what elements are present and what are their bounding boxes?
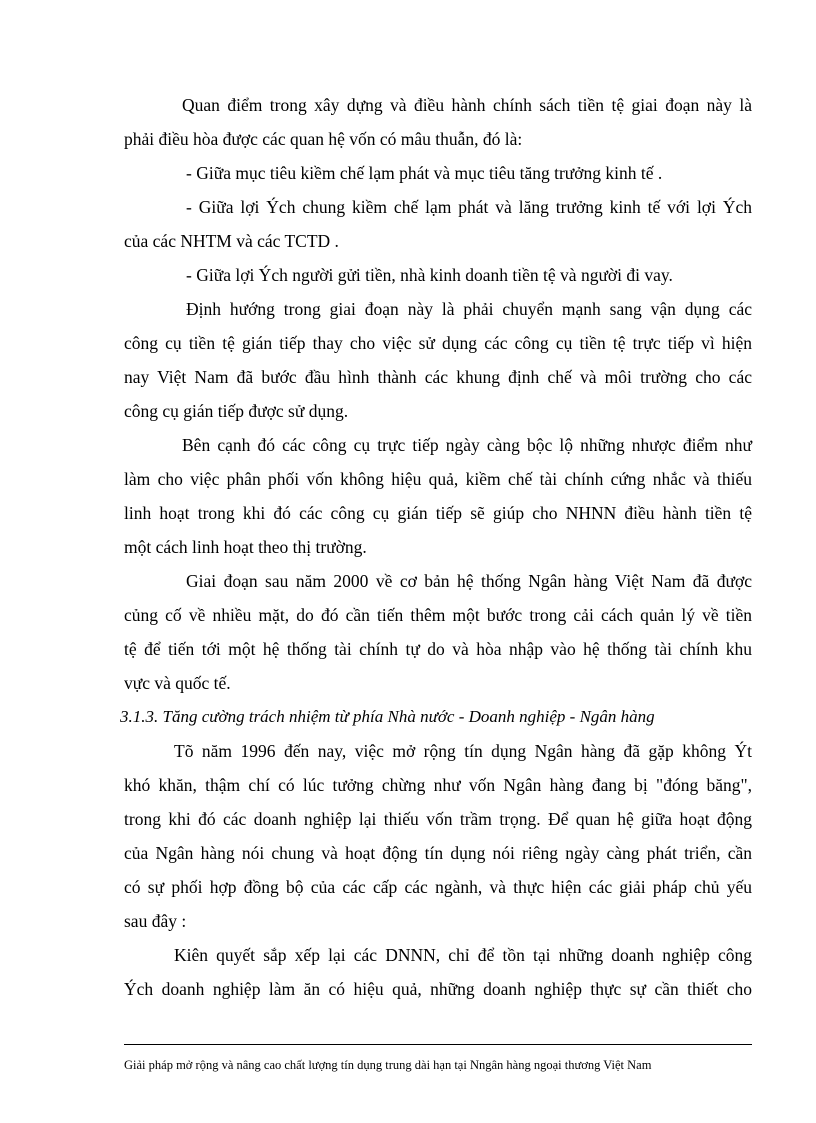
paragraph-line: của các NHTM và các TCTD . [124,231,339,251]
paragraph-line: sau đây : [124,911,187,931]
footer-divider [124,1044,752,1045]
paragraph-line: của Ngân hàng nói chung và hoạt động tín dụng nói riêng ngày càng phát triển, cần [124,843,752,863]
paragraph-line: công cụ tiền tệ gián tiếp thay cho việc sử dụng các công cụ tiền tệ trực tiếp vì hiện [124,333,752,353]
paragraph-line: Giai đoạn sau năm 2000 về cơ bản hệ thống Ngân hàng Việt Nam đã được [186,571,752,591]
paragraph-line: trong khi đó các doanh nghiệp lại thiếu vốn trầm trọng. Để quan hệ giữa hoạt động [124,809,752,829]
paragraph-line: linh hoạt trong khi đó các công cụ gián tiếp sẽ giúp cho NHNN điều hành tiền tệ [124,503,752,523]
paragraph-line: công cụ gián tiếp được sử dụng. [124,401,349,421]
list-item: - Giữa lợi Ých chung kiềm chế lạm phát và lăng trưởng kinh tế với lợi Ých [186,197,752,217]
paragraph-line: Bên cạnh đó các công cụ trực tiếp ngày càng bộc lộ những nhược điểm như [182,435,752,455]
paragraph-line: vực và quốc tế. [124,673,231,693]
paragraph-line: phải điều hòa được các quan hệ vốn có mâu thuẫn, đó là: [124,129,523,149]
section-heading: 3.1.3. Tăng cường trách nhiệm từ phía Nhà nước - Doanh nghiệp - Ngân hàng [120,707,655,726]
paragraph-line: có sự phối hợp đồng bộ của các cấp các ngành, và thực hiện các giải pháp chủ yếu [124,877,752,897]
paragraph-line: Định hướng trong giai đoạn này là phải chuyển mạnh sang vận dụng các [186,299,752,319]
paragraph-line: Kiên quyết sắp xếp lại các DNNN, chỉ để tồn tại những doanh nghiệp công [174,945,752,965]
paragraph-line: tệ để tiến tới một hệ thống tài chính tự do và hòa nhập vào hệ thống tài chính khu [124,639,752,659]
paragraph-line: một cách linh hoạt theo thị trường. [124,537,367,557]
paragraph-line: củng cố về nhiều mặt, do đó cần tiến thêm một bước trong cải cách quản lý về tiền [124,605,752,625]
paragraph-line: Ých doanh nghiệp làm ăn có hiệu quả, những doanh nghiệp thực sự cần thiết cho [124,979,752,999]
paragraph-line: Tõ năm 1996 đến nay, việc mở rộng tín dụng Ngân hàng đã gặp không Ýt [174,741,752,761]
list-item: - Giữa mục tiêu kiềm chế lạm phát và mục tiêu tăng trưởng kinh tế . [186,163,663,183]
paragraph-line: khó khăn, thậm chí có lúc tưởng chừng như vốn Ngân hàng đang bị "đóng băng", [124,775,752,795]
page-footer: Giải pháp mở rộng và nâng cao chất lượng tín dụng trung dài hạn tại Nngân hàng ngoại thương Việt Nam [124,1058,652,1072]
paragraph-line: nay Việt Nam đã bước đầu hình thành các khung định chế và môi trường cho các [124,367,752,387]
paragraph-line: làm cho việc phân phối vốn không hiệu quả, kiềm chế tài chính cứng nhắc và thiếu [124,469,752,489]
paragraph-line: Quan điểm trong xây dựng và điều hành chính sách tiền tệ giai đoạn này là [182,95,752,115]
list-item: - Giữa lợi Ých người gửi tiền, nhà kinh doanh tiền tệ và người đi vay. [186,265,673,285]
